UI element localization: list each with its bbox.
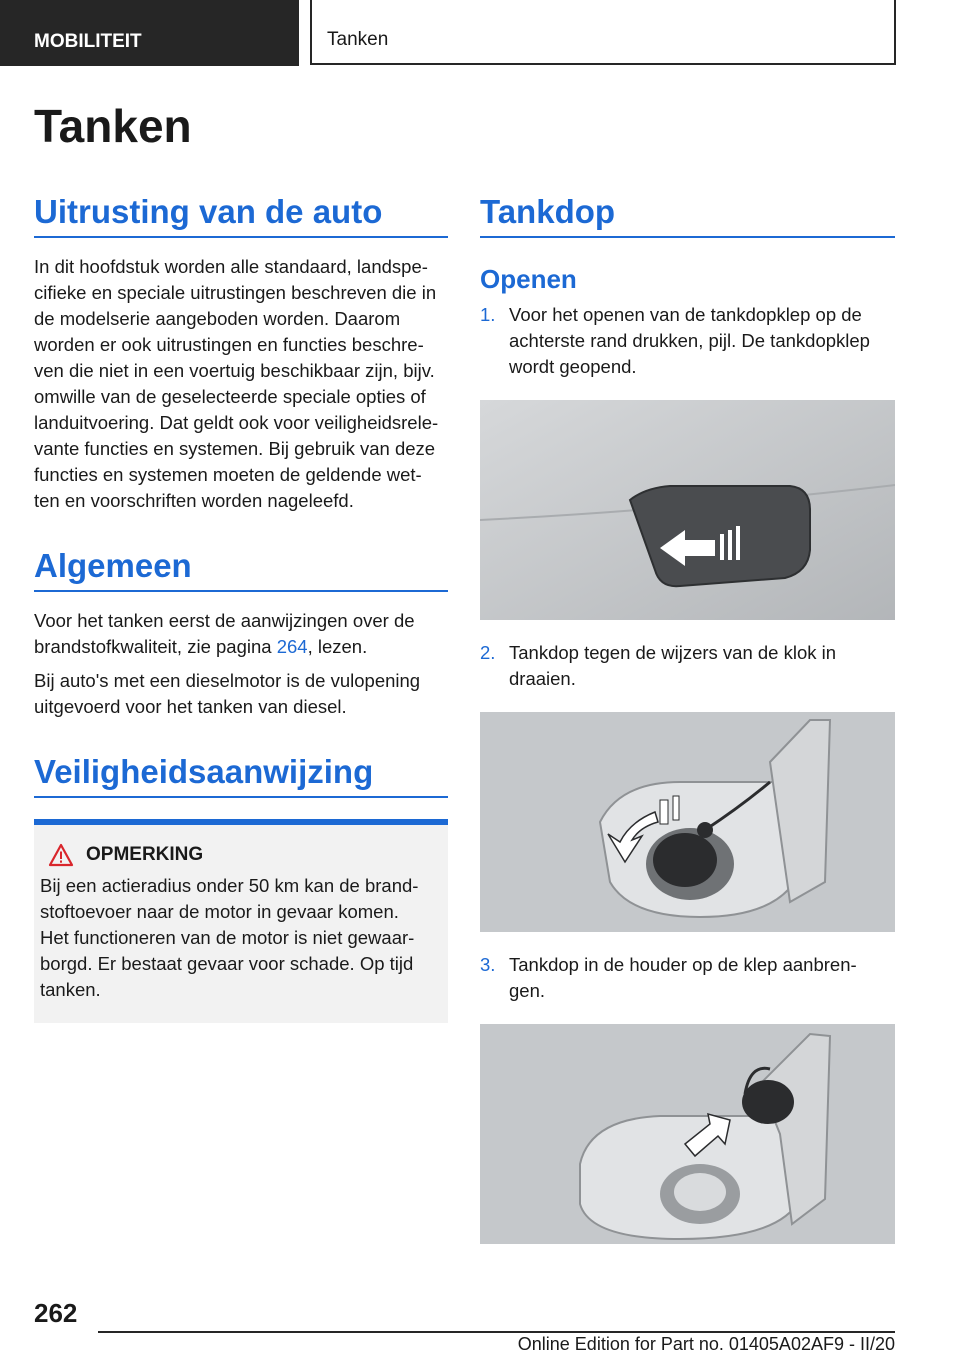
footer-rule bbox=[98, 1331, 895, 1333]
warning-icon bbox=[48, 843, 74, 867]
general-heading: Algemeen bbox=[34, 544, 448, 592]
step-number: 1. bbox=[480, 304, 496, 325]
text-line: Tankdop tegen de wijzers van de klok in bbox=[509, 642, 837, 663]
notice-title: OPMERKING bbox=[86, 844, 204, 865]
text-line: functies en systemen moeten de geldende wet- bbox=[34, 464, 422, 485]
equipment-paragraph bbox=[34, 254, 448, 514]
page-number: 262 bbox=[34, 1298, 78, 1328]
fuel-cap-heading: Tankdop bbox=[480, 190, 895, 238]
text-line: gen. bbox=[509, 980, 546, 1001]
right-column bbox=[480, 190, 895, 1244]
text-line: wordt geopend. bbox=[509, 356, 637, 377]
step-2 bbox=[480, 640, 895, 692]
text-line: achterste rand drukken, pijl. De tankdopklep bbox=[509, 330, 870, 351]
text-line: Voor het openen van de tankdopklep op de bbox=[509, 304, 862, 325]
text-line: draaien. bbox=[509, 668, 576, 689]
figure-fuel-cap-holder bbox=[480, 1024, 895, 1244]
step-number: 2. bbox=[480, 642, 496, 663]
text-line: In dit hoofdstuk worden alle standaard, landspe- bbox=[34, 256, 428, 277]
notice-box bbox=[34, 819, 448, 1023]
text-line: brandstofkwaliteit, zie pagina 264, lezen. bbox=[34, 636, 368, 657]
figure-fuel-flap-press bbox=[480, 400, 895, 620]
text-line: worden er ook uitrustingen en functies beschre- bbox=[34, 334, 424, 355]
text-line: uitgevoerd voor het tanken van diesel. bbox=[34, 696, 347, 717]
left-column bbox=[34, 190, 448, 1023]
open-subheading: Openen bbox=[480, 264, 577, 294]
text-line: Het functioneren van de motor is niet gewaar- bbox=[40, 927, 415, 948]
chapter-tab: Tanken bbox=[310, 0, 896, 65]
text-line: cifieke en speciale uitrustingen beschreven die in bbox=[34, 282, 437, 303]
text-line: de modelserie aangeboden worden. Daarom bbox=[34, 308, 401, 329]
text-line: stoftoevoer naar de motor in gevaar komen. bbox=[40, 901, 399, 922]
text-line: Voor het tanken eerst de aanwijzingen over de bbox=[34, 610, 415, 631]
text-line: ven die niet in een voertuig beschikbaar zijn, bijv. bbox=[34, 360, 435, 381]
general-paragraph-2 bbox=[34, 668, 448, 720]
text-line: omwille van de geselecteerde speciale opties of bbox=[34, 386, 426, 407]
section-tab: MOBILITEIT bbox=[0, 0, 299, 66]
text-line: Bij auto's met een dieselmotor is de vulopening bbox=[34, 670, 421, 691]
text-line: Bij een actieradius onder 50 km kan de brand- bbox=[40, 875, 419, 896]
step-number: 3. bbox=[480, 954, 496, 975]
edition-note: Online Edition for Part no. 01405A02AF9 - II/20 bbox=[517, 1334, 895, 1354]
notice-header bbox=[40, 843, 438, 867]
figure-fuel-cap-turn bbox=[480, 712, 895, 932]
page-link[interactable]: 264 bbox=[276, 636, 308, 657]
safety-heading: Veiligheidsaanwijzing bbox=[34, 750, 448, 798]
text-line: Tankdop in de houder op de klep aanbren- bbox=[509, 954, 857, 975]
page-title: Tanken bbox=[34, 100, 192, 152]
step-1 bbox=[480, 302, 895, 380]
text-line: vante functies en systemen. Bij gebruik van deze bbox=[34, 438, 436, 459]
text-line: landuitvoering. Dat geldt ook voor veiligheidsrele- bbox=[34, 412, 439, 433]
text-line: borgd. Er bestaat gevaar voor schade. Op tijd bbox=[40, 953, 414, 974]
equipment-heading: Uitrusting van de auto bbox=[34, 190, 448, 238]
general-paragraph-1 bbox=[34, 608, 448, 660]
text-line: tanken. bbox=[40, 979, 101, 1000]
text-line: ten en voorschriften worden nageleefd. bbox=[34, 490, 354, 511]
step-3 bbox=[480, 952, 895, 1004]
